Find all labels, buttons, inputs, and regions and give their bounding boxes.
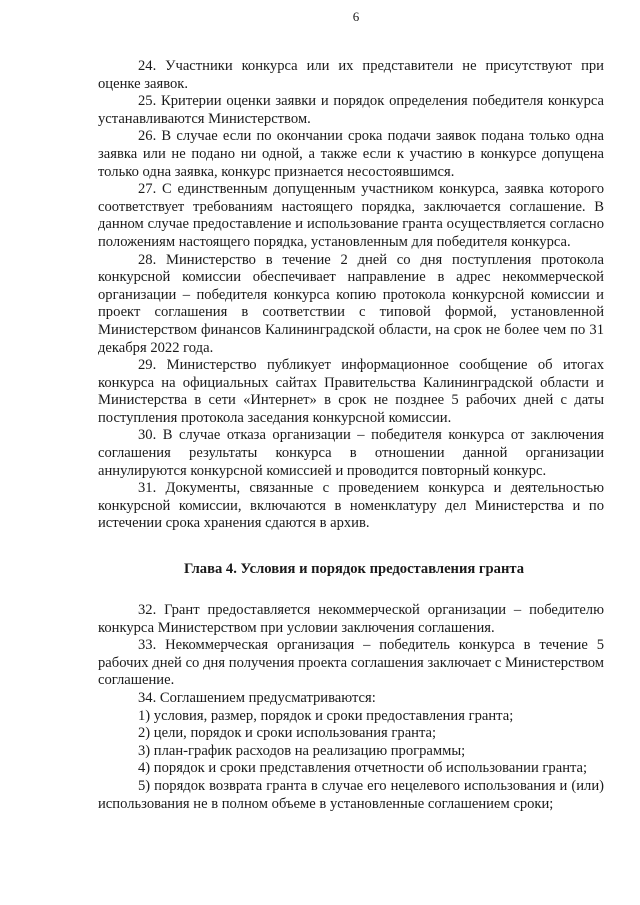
paragraph-24: 24. Участники конкурса или их представители не присутствуют при оценке заявок.: [98, 58, 604, 92]
paragraph-34: 34. Соглашением предусматриваются:: [138, 690, 376, 706]
paragraph-29: 29. Министерство публикует информационное сообщение об итогах конкурса на официальных сайтах Правительства Калининградской области и Министерства в сети «Интернет» в срок не позднее 5 рабочих дней с даты поступления протокола заседания конкурсной комиссии.: [98, 357, 604, 426]
paragraph-33: 33. Некоммерческая организация – победитель конкурса в течение 5 рабочих дней со дня получения проекта соглашения заключает с Министерством соглашение.: [98, 637, 604, 689]
list-item-5: 5) порядок возврата гранта в случае его нецелевого использования и (или) использования не в полном объеме в установленные соглашением сроки;: [98, 777, 604, 812]
list-item-1: 1) условия, размер, порядок и сроки предоставления гранта;: [138, 707, 514, 724]
list-item-4: 4) порядок и сроки представления отчетности об использовании гранта;: [138, 760, 588, 777]
paragraph-28: 28. Министерство в течение 2 дней со дня поступления протокола конкурсной комиссии обеспечивает направление в адрес некоммерческой организации – победителя конкурса копию протокола конкурсной комиссии и проект соглашения в соответствии с типовой формой, установленной Министерством финансов Калининградской области, на срок не более чем по 31 декабря 2022 года.: [98, 251, 604, 356]
list-item-2: 2) цели, порядок и сроки использования гранта;: [138, 725, 437, 742]
list-item-3: 3) план-график расходов на реализацию программы;: [138, 742, 466, 759]
paragraph-25: 25. Критерии оценки заявки и порядок определения победителя конкурса устанавливаются Министерством.: [98, 93, 604, 127]
page-number: 6: [352, 9, 360, 24]
paragraph-26: 26. В случае если по окончании срока подачи заявок подана только одна заявка или не подано ни одной, а также если к участию в конкурсе допущена только одна заявка, конкурс признается несостоявшимся.: [98, 128, 604, 180]
paragraph-27: 27. С единственным допущенным участником конкурса, заявка которого соответствует требованиям настоящего порядка, заключается соглашение. В данном случае предоставление и использование гранта осуществляется согласно положениям настоящего порядка, установленным для победителя конкурса.: [98, 181, 604, 250]
paragraph-32: 32. Грант предоставляется некоммерческой организации – победителю конкурса Министерством при условии заключения соглашения.: [98, 602, 604, 636]
paragraph-31: 31. Документы, связанные с проведением конкурса и деятельностью конкурсной комиссии, включаются в номенклатуру дел Министерства и по истечении срока хранения сдаются в архив.: [98, 480, 604, 532]
paragraph-30: 30. В случае отказа организации – победителя конкурса от заключения соглашения результаты конкурса в отношении данной организации аннулируются конкурсной комиссией и проводится повторный конкурс.: [98, 427, 604, 479]
chapter-heading: Глава 4. Условия и порядок предоставления гранта: [183, 561, 525, 578]
